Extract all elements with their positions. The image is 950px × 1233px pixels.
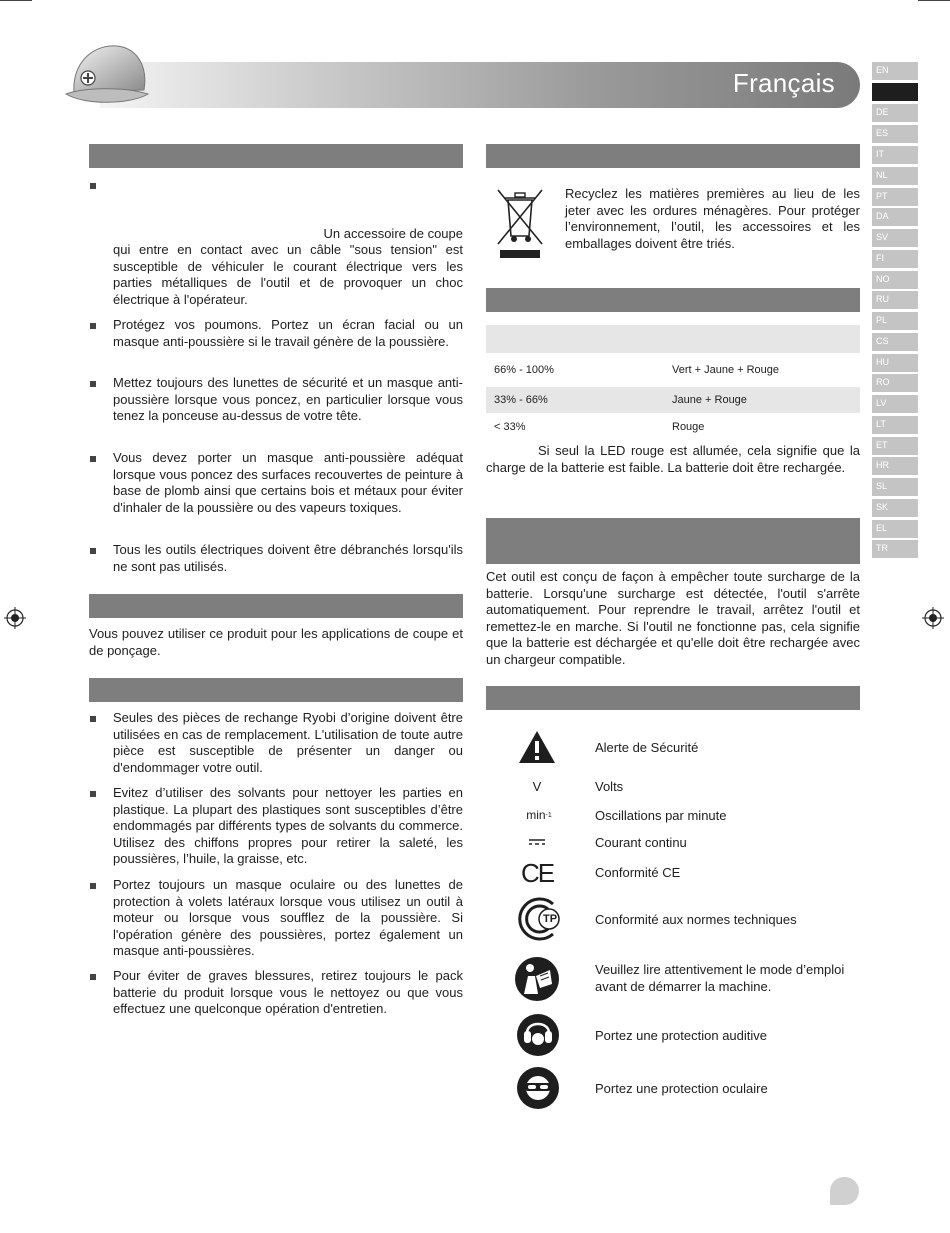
section-bar — [486, 518, 860, 564]
table-row — [486, 357, 860, 383]
language-tab-da[interactable]: DA — [872, 208, 918, 226]
bullet-icon — [90, 716, 96, 722]
language-tab-ro[interactable]: RO — [872, 374, 918, 392]
language-tab-hu[interactable]: HU — [872, 354, 918, 372]
section-bar — [486, 144, 860, 168]
bullet-icon — [90, 548, 96, 554]
page-title: Français — [732, 68, 835, 98]
language-tab-pl[interactable]: PL — [872, 312, 918, 330]
registration-mark-icon — [922, 607, 944, 629]
table-row — [486, 414, 860, 440]
safety-item-text: Tous les outils électriques doivent être débranchés lorsqu'ils ne sont pas utilisés. — [113, 542, 463, 574]
language-tab-no[interactable]: NO — [872, 271, 918, 289]
symbol-label: Oscillations par minute — [595, 808, 727, 823]
symbol-label: Conformité CE — [595, 865, 681, 880]
gost-tp-label: TP — [542, 913, 558, 925]
symbol-row — [486, 832, 860, 852]
table-header-row — [486, 325, 860, 353]
symbol-row — [486, 804, 860, 826]
symbol-row — [486, 1013, 860, 1059]
ear-protection-icon — [516, 1013, 560, 1057]
symbol-row — [486, 776, 860, 796]
eye-protection-icon — [516, 1066, 560, 1110]
registration-mark-icon — [4, 607, 26, 629]
language-tab-cs[interactable]: CS — [872, 333, 918, 351]
maintenance-item-text: Evitez d’utiliser des solvants pour nettoyer les parties en plastique. La plupart des plastiques sont susceptibles d’être endommagés par différents types de solvants du commerce. Utilisez des chiffons propres pour retirer la saleté, les poussières, l’huile, la graisse, etc. — [113, 785, 463, 866]
language-tab-nl[interactable]: NL — [872, 167, 918, 185]
symbol-label: Portez une protection auditive — [595, 1028, 767, 1043]
language-tab-it[interactable]: IT — [872, 146, 918, 164]
maintenance-item-text: Portez toujours un masque oculaire ou des lunettes de protection à volets latéraux lorsque vous utilisez un outil à moteur ou lorsque vous soufflez de la poussière. Si l'opération génère des poussières, portez également un masque anti-poussières. — [113, 877, 463, 958]
language-tab-el[interactable]: EL — [872, 520, 918, 538]
language-tab-fi[interactable]: FI — [872, 250, 918, 268]
crop-mark — [0, 0, 32, 1]
symbol-row — [486, 856, 860, 890]
language-tab-es[interactable]: ES — [872, 125, 918, 143]
battery-level: < 33% — [494, 421, 526, 433]
usage-text: Vous pouvez utiliser ce produit pour les applications de coupe et de ponçage. — [89, 626, 463, 658]
table-row — [486, 387, 860, 413]
symbol-label: Conformité aux normes techniques — [595, 912, 797, 927]
language-tab-de[interactable]: DE — [872, 104, 918, 122]
symbol-label: Portez une protection oculaire — [595, 1081, 768, 1096]
page-number-tab — [830, 1177, 859, 1205]
volts-icon: V — [532, 778, 542, 794]
symbol-label: Volts — [595, 779, 624, 794]
language-tab-ru[interactable]: RU — [872, 291, 918, 309]
battery-leds: Vert + Jaune + Rouge — [672, 364, 780, 376]
symbol-label: Courant continu — [595, 835, 687, 850]
language-tab-pt[interactable]: PT — [872, 188, 918, 206]
language-tab-hr[interactable]: HR — [872, 457, 918, 475]
crossed-bin-icon — [494, 186, 546, 260]
maintenance-item-text: Pour éviter de graves blessures, retirez toujours le pack batterie du produit lorsque vous le nettoyez ou que vous effectuez une quelconque opération d'entretien. — [113, 968, 463, 1016]
section-bar — [89, 144, 463, 168]
min-icon: min -1 — [526, 808, 552, 822]
safety-helmet-icon — [62, 34, 152, 112]
bullet-icon — [90, 791, 96, 797]
symbol-row — [486, 1066, 860, 1112]
language-tab-sk[interactable]: SK — [872, 499, 918, 517]
dc-current-icon — [527, 837, 547, 847]
maintenance-item-text: Seules des pièces de rechange Ryobi d’origine doivent être utilisées en cas de remplacement. L'utilisation de toute autre pièce est susceptible de présenter un danger ou d'endommager votre outil. — [113, 710, 463, 775]
read-manual-icon — [514, 956, 560, 1002]
section-bar — [486, 686, 860, 710]
bullet-icon — [90, 974, 96, 980]
language-tab-lv[interactable]: LV — [872, 395, 918, 413]
battery-leds: Rouge — [672, 421, 705, 433]
section-bar — [89, 678, 463, 702]
safety-item-text: Mettez toujours des lunettes de sécurité et un masque anti-poussière lorsque vous poncez, en particulier lorsque vous tenez la ponceuse au-dessus de votre tête. — [113, 375, 463, 423]
bullet-icon — [90, 381, 96, 387]
overload-text: Cet outil est conçu de façon à empêcher toute surcharge de la batterie. Lorsqu'une surcharge est détectée, l'outil s'arrête automatiquement. Pour reprendre le travail, arrêtez l'outil et remettez-le en marche. Si l'outil ne fonctionne pas, cela signifie que la batterie est déchargée et qu'elle doit être rechargée avec un chargeur compatible. — [486, 569, 860, 667]
safety-item-text: Un accessoire de coupe — [323, 226, 463, 241]
language-tab-tr[interactable]: TR — [872, 540, 918, 558]
language-tab-active[interactable] — [872, 83, 918, 101]
symbol-row — [486, 954, 860, 1004]
ce-mark-icon: CE — [520, 857, 554, 888]
section-bar — [486, 288, 860, 312]
section-bar — [89, 594, 463, 618]
safety-item-text: Protégez vos poumons. Portez un écran facial ou un masque anti-poussière si le travail génère de la poussière. — [113, 317, 463, 349]
battery-level: 66% - 100% — [494, 364, 554, 376]
symbol-row — [486, 896, 860, 942]
battery-level: 33% - 66% — [494, 394, 548, 406]
crop-mark — [918, 0, 950, 1]
language-tab-sv[interactable]: SV — [872, 229, 918, 247]
bullet-icon — [90, 323, 96, 329]
language-tab-sl[interactable]: SL — [872, 478, 918, 496]
bullet-icon — [90, 456, 96, 462]
language-tab-et[interactable]: ET — [872, 437, 918, 455]
safety-item-text: qui entre en contact avec un câble "sous tension" est susceptible de véhiculer le courant électrique vers les parties métalliques de l'outil et de provoquer un choc électrique à l'opérateur. — [113, 242, 463, 307]
symbol-row — [486, 727, 860, 767]
battery-leds: Jaune + Rouge — [672, 394, 747, 406]
recycle-text: Recyclez les matières premières au lieu de les jeter avec les ordures ménagères. Pour protéger l’environnement, l’outil, les accessoires et les emballages doivent être triés. — [565, 186, 860, 251]
bullet-icon — [90, 183, 96, 189]
language-tab-en[interactable]: EN — [872, 62, 918, 80]
language-tab-lt[interactable]: LT — [872, 416, 918, 434]
bullet-icon — [90, 883, 96, 889]
safety-item-text: Vous devez porter un masque anti-poussière adéquat lorsque vous poncez des surfaces recouvertes de peinture à base de plomb ainsi que certains bois et métaux pour éviter d'inhaler de la poussière ou des vapeurs toxiques. — [113, 450, 463, 515]
warning-triangle-icon — [517, 729, 557, 765]
symbol-label: Veuillez lire attentivement le mode d’emploi avant de démarrer la machine. — [595, 962, 845, 994]
battery-note: Si seul la LED rouge est allumée, cela signifie que la charge de la batterie est faible. La batterie doit être rechargée. — [486, 443, 860, 475]
symbol-label: Alerte de Sécurité — [595, 740, 699, 755]
